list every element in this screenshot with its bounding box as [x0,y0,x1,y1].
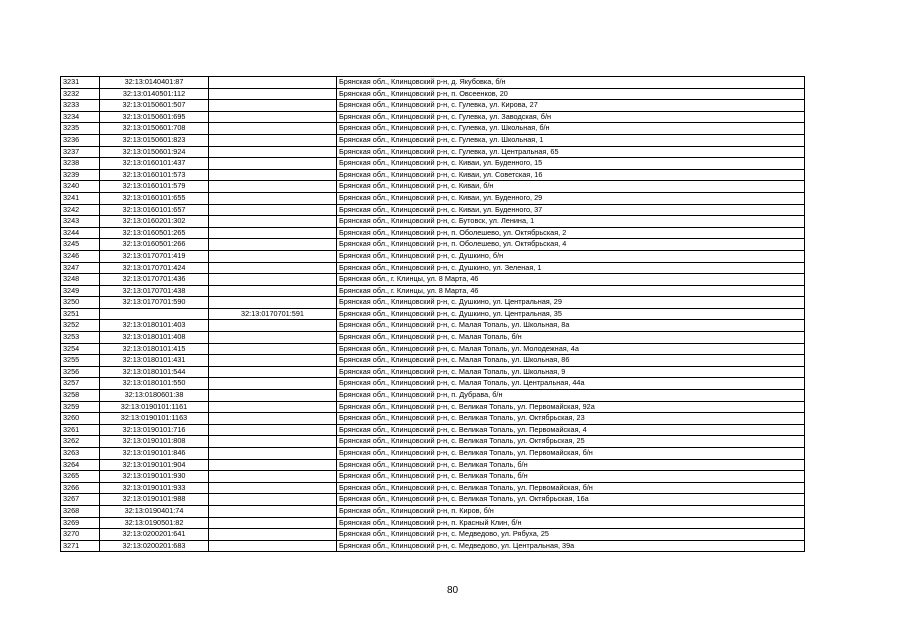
table-row [61,146,805,158]
cadastral-number-alt-cell [209,424,337,436]
cadastral-number-cell: 32:13:0180101:408 [100,332,209,344]
row-number-cell: 3271 [61,540,100,552]
table-row [61,448,805,460]
row-number-cell: 3269 [61,517,100,529]
address-cell: Брянская обл., Клинцовский р-н, п. Киров, б/н [337,505,805,517]
table-row [61,192,805,204]
address-cell: Брянская обл., Клинцовский р-н, с. Душкино, б/н [337,250,805,262]
table-row [61,378,805,390]
cadastral-number-alt-cell [209,459,337,471]
row-number-cell: 3242 [61,204,100,216]
table-row [61,413,805,425]
table-row [61,100,805,112]
cadastral-number-alt-cell [209,436,337,448]
cadastral-number-cell: 32:13:0190101:1163 [100,413,209,425]
cadastral-number-cell: 32:13:0170701:424 [100,262,209,274]
table-row [61,297,805,309]
row-number-cell: 3260 [61,413,100,425]
cadastral-number-cell: 32:13:0190101:904 [100,459,209,471]
cadastral-number-alt-cell [209,239,337,251]
cadastral-number-alt-cell [209,529,337,541]
cadastral-number-alt-cell [209,471,337,483]
address-cell: Брянская обл., Клинцовский р-н, с. Гулевка, ул. Заводская, б/н [337,111,805,123]
address-cell: Брянская обл., Клинцовский р-н, с. Малая Топаль, ул. Школьная, 8а [337,320,805,332]
cadastral-number-cell: 32:13:0170701:438 [100,285,209,297]
cadastral-number-cell: 32:13:0190101:933 [100,482,209,494]
cadastral-number-alt-cell [209,227,337,239]
cadastral-number-cell: 32:13:0160101:573 [100,169,209,181]
row-number-cell: 3240 [61,181,100,193]
cadastral-number-cell: 32:13:0160101:437 [100,158,209,170]
row-number-cell: 3255 [61,355,100,367]
table-row [61,529,805,541]
cadastral-number-alt-cell [209,274,337,286]
cadastral-number-cell: 32:13:0180101:550 [100,378,209,390]
cadastral-number-cell: 32:13:0170701:419 [100,250,209,262]
table-row [61,540,805,552]
address-cell: Брянская обл., Клинцовский р-н, п. Овсеенков, 20 [337,88,805,100]
address-cell: Брянская обл., Клинцовский р-н, с. Малая Топаль, б/н [337,332,805,344]
address-cell: Брянская обл., Клинцовский р-н, с. Великая Топаль, ул. Первомайская, б/н [337,482,805,494]
cadastral-number-cell: 32:13:0150601:823 [100,134,209,146]
row-number-cell: 3249 [61,285,100,297]
cadastral-number-cell: 32:13:0160101:657 [100,204,209,216]
cadastral-number-alt-cell [209,390,337,402]
page-number: 80 [446,585,459,596]
address-cell: Брянская обл., г. Клинцы, ул. 8 Марта, 46 [337,285,805,297]
table-row [61,285,805,297]
cadastral-number-cell: 32:13:0190501:82 [100,517,209,529]
row-number-cell: 3262 [61,436,100,448]
table-row [61,158,805,170]
cadastral-number-alt-cell [209,494,337,506]
cadastral-number-cell: 32:13:0190101:930 [100,471,209,483]
address-cell: Брянская обл., Клинцовский р-н, с. Великая Топаль, ул. Первомайская, 4 [337,424,805,436]
table-row [61,274,805,286]
address-cell: Брянская обл., Клинцовский р-н, с. Гулевка, ул. Школьная, 1 [337,134,805,146]
address-cell: Брянская обл., Клинцовский р-н, с. Великая Топаль, ул. Октябрьская, 16а [337,494,805,506]
row-number-cell: 3231 [61,77,100,89]
cadastral-number-alt-cell [209,192,337,204]
row-number-cell: 3233 [61,100,100,112]
address-cell: Брянская обл., Клинцовский р-н, с. Малая Топаль, ул. Центральная, 44а [337,378,805,390]
table-row [61,169,805,181]
table-row [61,239,805,251]
row-number-cell: 3264 [61,459,100,471]
cadastral-number-alt-cell [209,88,337,100]
cadastral-number-alt-cell [209,320,337,332]
cadastral-number-cell: 32:13:0150601:507 [100,100,209,112]
row-number-cell: 3243 [61,216,100,228]
cadastral-number-cell: 32:13:0190101:988 [100,494,209,506]
cadastral-number-alt-cell [209,343,337,355]
cadastral-number-cell: 32:13:0190101:716 [100,424,209,436]
table-row [61,482,805,494]
address-cell: Брянская обл., Клинцовский р-н, п. Оболешево, ул. Октябрьская, 2 [337,227,805,239]
cadastral-number-alt-cell [209,366,337,378]
cadastral-number-alt-cell [209,505,337,517]
cadastral-number-cell: 32:13:0180101:403 [100,320,209,332]
row-number-cell: 3241 [61,192,100,204]
table-row [61,204,805,216]
cadastral-number-alt-cell [209,204,337,216]
cadastral-number-cell: 32:13:0180101:431 [100,355,209,367]
row-number-cell: 3257 [61,378,100,390]
address-cell: Брянская обл., Клинцовский р-н, д. Якубовка, б/н [337,77,805,89]
cadastral-number-alt-cell [209,413,337,425]
row-number-cell: 3267 [61,494,100,506]
row-number-cell: 3261 [61,424,100,436]
address-cell: Брянская обл., Клинцовский р-н, с. Душкино, ул. Зеленая, 1 [337,262,805,274]
address-cell: Брянская обл., Клинцовский р-н, с. Киваи, б/н [337,181,805,193]
row-number-cell: 3248 [61,274,100,286]
table-row [61,343,805,355]
address-cell: Брянская обл., Клинцовский р-н, с. Киваи, ул. Буденного, 29 [337,192,805,204]
cadastral-number-cell: 32:13:0190401:74 [100,505,209,517]
row-number-cell: 3256 [61,366,100,378]
cadastral-number-alt-cell [209,482,337,494]
cadastral-number-alt-cell [209,250,337,262]
cadastral-number-cell: 32:13:0180101:544 [100,366,209,378]
cadastral-number-cell: 32:13:0160201:302 [100,216,209,228]
row-number-cell: 3237 [61,146,100,158]
table-row [61,320,805,332]
table-row [61,111,805,123]
cadastral-number-cell: 32:13:0170701:590 [100,297,209,309]
cadastral-number-alt-cell [209,355,337,367]
table-row [61,436,805,448]
cadastral-number-alt-cell [209,169,337,181]
row-number-cell: 3232 [61,88,100,100]
cadastral-number-alt-cell [209,297,337,309]
cadastral-number-alt-cell [209,332,337,344]
cadastral-number-alt-cell [209,123,337,135]
table-row [61,250,805,262]
row-number-cell: 3265 [61,471,100,483]
cadastral-table [60,76,805,552]
row-number-cell: 3250 [61,297,100,309]
address-cell: Брянская обл., Клинцовский р-н, с. Киваи, ул. Буденного, 15 [337,158,805,170]
row-number-cell: 3246 [61,250,100,262]
table-row [61,227,805,239]
cadastral-number-alt-cell [209,285,337,297]
address-cell: Брянская обл., г. Клинцы, ул. 8 Марта, 46 [337,274,805,286]
address-cell: Брянская обл., Клинцовский р-н, с. Киваи, ул. Буденного, 37 [337,204,805,216]
table-row [61,390,805,402]
address-cell: Брянская обл., Клинцовский р-н, с. Малая Топаль, ул. Школьная, 9 [337,366,805,378]
row-number-cell: 3258 [61,390,100,402]
cadastral-number-cell: 32:13:0150601:708 [100,123,209,135]
table-row [61,494,805,506]
cadastral-number-cell: 32:13:0200201:641 [100,529,209,541]
table-row [61,459,805,471]
address-cell: Брянская обл., Клинцовский р-н, с. Великая Топаль, ул. Октябрьская, 23 [337,413,805,425]
address-cell: Брянская обл., Клинцовский р-н, п. Дубрава, б/н [337,390,805,402]
address-cell: Брянская обл., Клинцовский р-н, с. Медведово, ул. Рябуха, 25 [337,529,805,541]
cadastral-number-cell: 32:13:0150601:924 [100,146,209,158]
address-cell: Брянская обл., Клинцовский р-н, с. Гулевка, ул. Школьная, б/н [337,123,805,135]
cadastral-number-cell: 32:13:0160501:266 [100,239,209,251]
cadastral-number-cell: 32:13:0160101:579 [100,181,209,193]
address-cell: Брянская обл., Клинцовский р-н, с. Великая Топаль, ул. Первомайская, 92а [337,401,805,413]
address-cell: Брянская обл., Клинцовский р-н, с. Бутовск, ул. Ленина, 1 [337,216,805,228]
cadastral-number-cell: 32:13:0190101:846 [100,448,209,460]
cadastral-number-alt-cell [209,146,337,158]
table-row [61,471,805,483]
address-cell: Брянская обл., Клинцовский р-н, с. Гулевка, ул. Центральная, 65 [337,146,805,158]
cadastral-number-alt-cell: 32:13:0170701:591 [209,308,337,320]
cadastral-number-cell: 32:13:0160101:655 [100,192,209,204]
cadastral-number-cell: 32:13:0190101:1161 [100,401,209,413]
cadastral-number-alt-cell [209,378,337,390]
table-row [61,424,805,436]
cadastral-number-cell: 32:13:0160501:265 [100,227,209,239]
cadastral-number-alt-cell [209,517,337,529]
table-row [61,123,805,135]
cadastral-number-cell: 32:13:0190101:808 [100,436,209,448]
cadastral-number-cell: 32:13:0180101:415 [100,343,209,355]
table-row [61,77,805,89]
cadastral-number-cell: 32:13:0170701:436 [100,274,209,286]
cadastral-number-alt-cell [209,77,337,89]
cadastral-number-alt-cell [209,401,337,413]
address-cell: Брянская обл., Клинцовский р-н, п. Красный Клин, б/н [337,517,805,529]
address-cell: Брянская обл., Клинцовский р-н, с. Малая Топаль, ул. Школьная, 86 [337,355,805,367]
row-number-cell: 3263 [61,448,100,460]
table-body [61,77,805,552]
address-cell: Брянская обл., Клинцовский р-н, с. Киваи, ул. Советская, 16 [337,169,805,181]
cadastral-number-cell: 32:13:0150601:695 [100,111,209,123]
cadastral-number-cell [100,308,209,320]
table-row [61,181,805,193]
address-cell: Брянская обл., Клинцовский р-н, с. Душкино, ул. Центральная, 35 [337,308,805,320]
table-row [61,517,805,529]
address-cell: Брянская обл., Клинцовский р-н, с. Душкино, ул. Центральная, 29 [337,297,805,309]
row-number-cell: 3234 [61,111,100,123]
cadastral-number-alt-cell [209,216,337,228]
address-cell: Брянская обл., Клинцовский р-н, с. Великая Топаль, б/н [337,459,805,471]
table-row [61,262,805,274]
table-row [61,216,805,228]
cadastral-number-alt-cell [209,158,337,170]
table-row [61,332,805,344]
cadastral-number-alt-cell [209,111,337,123]
row-number-cell: 3244 [61,227,100,239]
cadastral-number-cell: 32:13:0140401:87 [100,77,209,89]
cadastral-number-alt-cell [209,100,337,112]
table-row [61,355,805,367]
table-row [61,366,805,378]
cadastral-number-alt-cell [209,262,337,274]
row-number-cell: 3266 [61,482,100,494]
cadastral-number-alt-cell [209,181,337,193]
row-number-cell: 3259 [61,401,100,413]
row-number-cell: 3236 [61,134,100,146]
table-row [61,401,805,413]
address-cell: Брянская обл., Клинцовский р-н, п. Оболешево, ул. Октябрьская, 4 [337,239,805,251]
cadastral-number-cell: 32:13:0200201:683 [100,540,209,552]
row-number-cell: 3239 [61,169,100,181]
address-cell: Брянская обл., Клинцовский р-н, с. Гулевка, ул. Кирова, 27 [337,100,805,112]
cadastral-number-cell: 32:13:0140501:112 [100,88,209,100]
row-number-cell: 3245 [61,239,100,251]
row-number-cell: 3252 [61,320,100,332]
cadastral-number-alt-cell [209,134,337,146]
cadastral-number-cell: 32:13:0180601:38 [100,390,209,402]
row-number-cell: 3251 [61,308,100,320]
row-number-cell: 3253 [61,332,100,344]
table-row [61,308,805,320]
cadastral-number-alt-cell [209,448,337,460]
row-number-cell: 3254 [61,343,100,355]
table-row [61,134,805,146]
address-cell: Брянская обл., Клинцовский р-н, с. Медведово, ул. Центральная, 39а [337,540,805,552]
row-number-cell: 3235 [61,123,100,135]
row-number-cell: 3268 [61,505,100,517]
row-number-cell: 3247 [61,262,100,274]
cadastral-number-alt-cell [209,540,337,552]
table-row [61,88,805,100]
address-cell: Брянская обл., Клинцовский р-н, с. Малая Топаль, ул. Молодежная, 4а [337,343,805,355]
address-cell: Брянская обл., Клинцовский р-н, с. Великая Топаль, ул. Октябрьская, 25 [337,436,805,448]
address-cell: Брянская обл., Клинцовский р-н, с. Великая Топаль, б/н [337,471,805,483]
address-cell: Брянская обл., Клинцовский р-н, с. Великая Топаль, ул. Первомайская, б/н [337,448,805,460]
row-number-cell: 3270 [61,529,100,541]
row-number-cell: 3238 [61,158,100,170]
table-row [61,505,805,517]
